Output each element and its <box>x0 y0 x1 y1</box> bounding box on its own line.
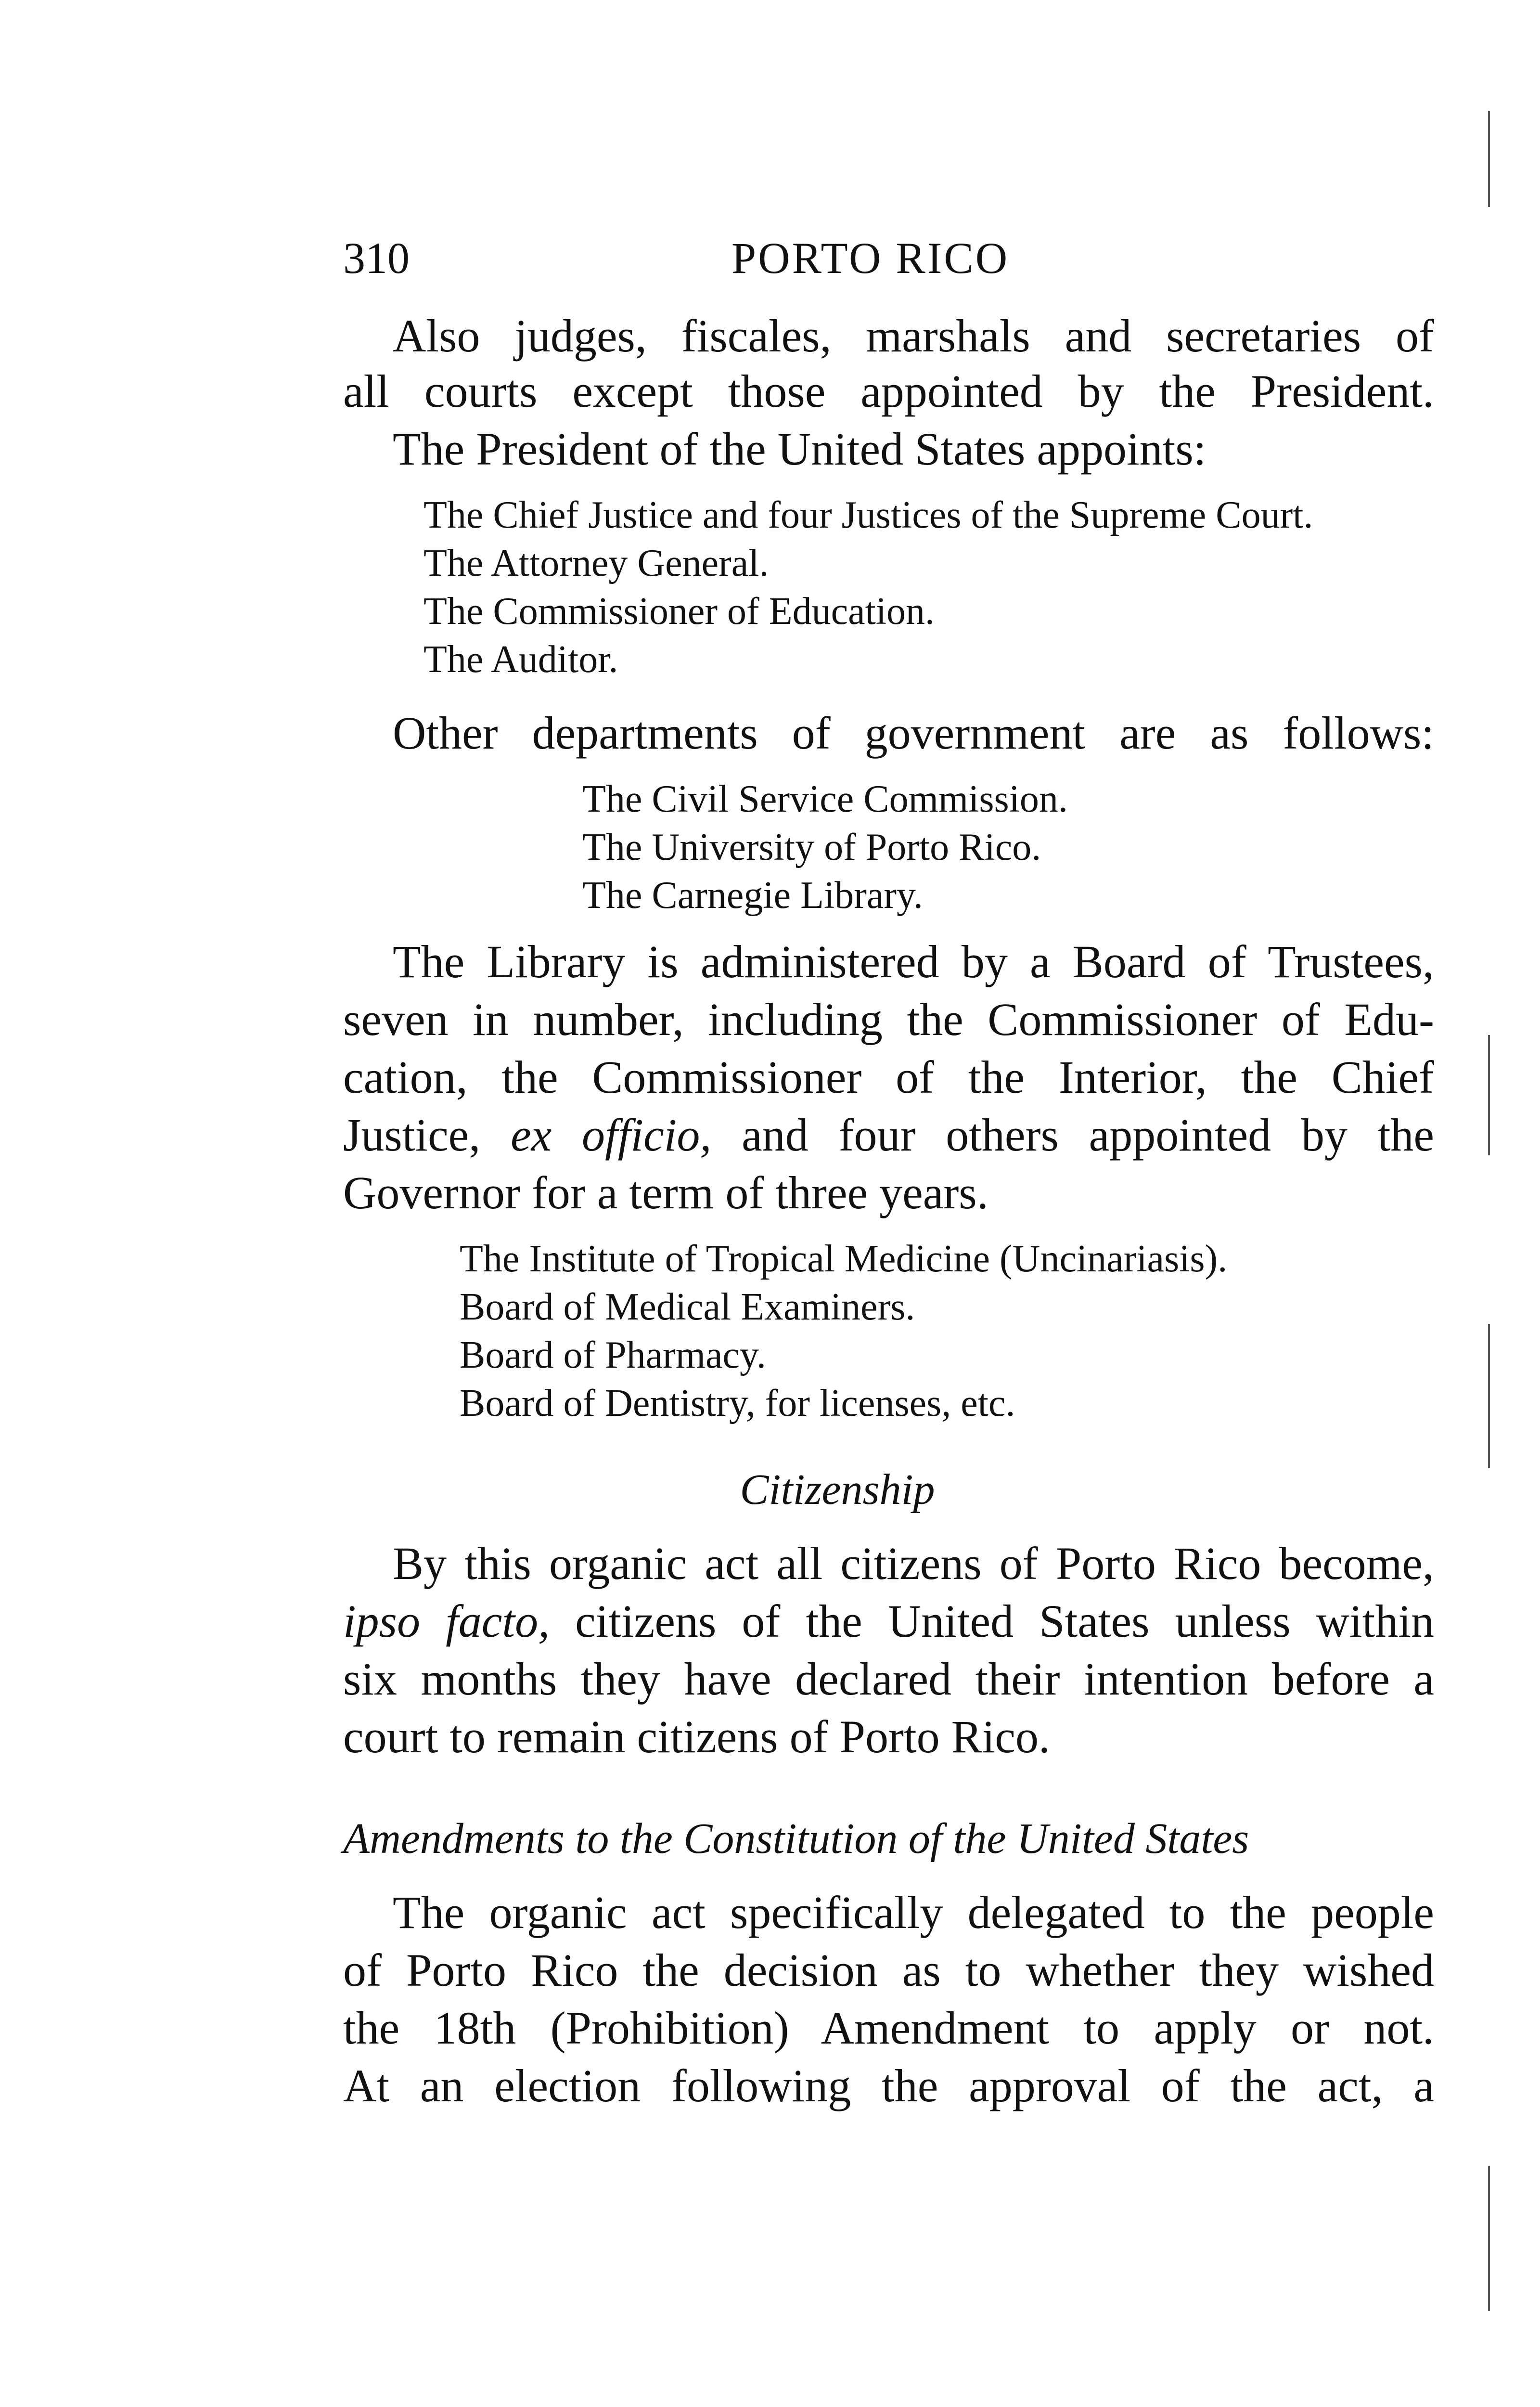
paragraph-line: By this organic act all citizens of Porto Rico become, <box>393 1538 1434 1589</box>
paragraph-line: the 18th (Prohibition) Amendment to apply or not. <box>343 2002 1434 2054</box>
list-item: Board of Dentistry, for licenses, etc. <box>460 1382 1015 1424</box>
list-item: The Civil Service Commission. <box>582 778 1068 820</box>
text-span: and four others appointed by the <box>711 1109 1435 1161</box>
paragraph-line: six months they have declared their intention before a <box>343 1653 1434 1705</box>
list-item: Board of Pharmacy. <box>460 1334 766 1376</box>
paragraph-line: cation, the Commissioner of the Interior, the Chief <box>343 1051 1434 1103</box>
paragraph-line: of Porto Rico the decision as to whether they wished <box>343 1944 1434 1996</box>
list-item: Board of Medical Examiners. <box>460 1286 915 1328</box>
list-item: The University of Porto Rico. <box>582 826 1041 868</box>
scan-edge-mark <box>1488 1324 1490 1468</box>
paragraph-line: court to remain citizens of Porto Rico. <box>343 1711 1050 1762</box>
paragraph-line: The Library is administered by a Board of Trustees, <box>393 936 1434 987</box>
text-span: Justice, <box>343 1109 511 1161</box>
section-heading: Amendments to the Constitution of the United States <box>343 1815 1249 1863</box>
page-number: 310 <box>343 233 410 283</box>
list-item: The Attorney General. <box>424 542 769 584</box>
running-title: PORTO RICO <box>732 233 1010 283</box>
italic-phrase: ipso facto, <box>343 1595 550 1647</box>
section-heading: Citizenship <box>740 1466 935 1514</box>
paragraph-line: The organic act specifically delegated to the people <box>393 1887 1434 1938</box>
scan-edge-mark <box>1488 2166 1490 2311</box>
paragraph-line: Also judges, fiscales, marshals and secretaries of <box>393 310 1434 362</box>
italic-phrase: ex officio, <box>511 1109 712 1161</box>
paragraph-line: all courts except those appointed by the President. <box>343 365 1434 417</box>
list-item: The Auditor. <box>424 638 618 681</box>
scan-edge-mark <box>1488 111 1490 207</box>
paragraph-line <box>343 1595 1434 1647</box>
text-span: citizens of the United States unless within <box>550 1595 1434 1647</box>
scan-edge-mark <box>1488 1035 1490 1155</box>
paragraph-line: Governor for a term of three years. <box>343 1167 988 1218</box>
president-lead: The President of the United States appoints: <box>393 423 1206 475</box>
list-item: The Institute of Tropical Medicine (Uncinariasis). <box>460 1238 1228 1280</box>
list-item: The Chief Justice and four Justices of the Supreme Court. <box>424 494 1313 536</box>
paragraph-line: seven in number, including the Commissioner of Edu- <box>343 994 1434 1045</box>
paragraph-line <box>343 1109 1435 1161</box>
list-item: The Commissioner of Education. <box>424 590 935 633</box>
paragraph-line: At an election following the approval of the act, a <box>343 2060 1434 2111</box>
list-item: The Carnegie Library. <box>582 874 923 917</box>
departments-lead: Other departments of government are as follows: <box>393 707 1434 759</box>
